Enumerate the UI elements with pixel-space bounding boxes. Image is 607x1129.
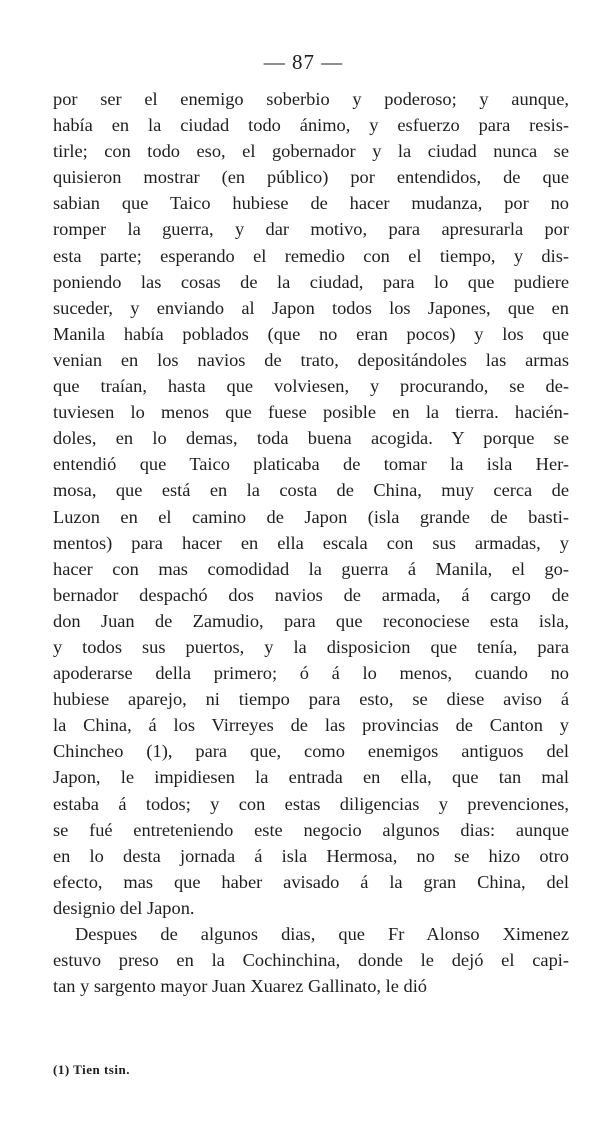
text-line: suceder, y enviando al Japon todos los Japones, que en [53,297,569,318]
text-line: tuviesen lo menos que fuese posible en la tierra. hacién- [53,402,569,423]
page-number: — 87 — [263,50,344,74]
text-line: efecto, mas que haber avisado á la gran China, del [53,871,569,892]
paragraph-1 [53,86,569,921]
text-line: Manila había poblados (que no eran pocos) y los que [53,323,569,344]
text-line: tan y sargento mayor Juan Xuarez Gallinato, le dió [53,976,427,997]
text-line: estaba á todos; y con estas diligencias y prevenciones, [53,793,569,814]
text-line: romper la guerra, y dar motivo, para apresurarla por [53,219,569,240]
text-line: tirle; con todo eso, el gobernador y la ciudad nunca se [53,141,569,162]
text-line: Despues de algunos dias, que Fr Alonso Ximenez [75,924,569,944]
text-line: la China, á los Virreyes de las provincias de Canton y [53,715,569,736]
text-line: hubiese aparejo, ni tiempo para esto, se diese aviso á [53,689,569,710]
text-line: había en la ciudad todo ánimo, y esfuerzo para resis- [53,115,569,136]
text-line: hacer con mas comodidad la guerra á Manila, el go- [53,558,569,579]
text-line: y todos sus puertos, y la disposicion que tenía, para [53,636,569,657]
text-line: que traían, hasta que volviesen, y procurando, se de- [53,376,569,397]
text-line: mentos) para hacer en ella escala con sus armadas, y [53,532,569,553]
body-text [53,86,569,999]
text-line: se fué entreteniendo este negocio algunos dias: aunque [53,819,569,840]
text-line: Luzon en el camino de Japon (isla grande de basti- [53,506,569,527]
text-line: sabian que Taico hubiese de hacer mudanza, por no [53,193,569,214]
paragraph-2 [53,921,569,999]
text-line: entendió que Taico platicaba de tomar la isla Her- [53,454,569,475]
text-line: Chincheo (1), para que, como enemigos antiguos del [53,741,569,762]
text-line: designio del Japon. [53,897,195,918]
text-line: mosa, que está en la costa de China, muy cerca de [53,480,569,501]
text-line: doles, en lo demas, toda buena acogida. Y porque se [53,428,569,449]
text-line: Japon, le impidiesen la entrada en ella, que tan mal [53,767,569,788]
text-line: por ser el enemigo soberbio y poderoso; y aunque, [53,89,569,109]
footnote: (1) Tien tsin. [53,1062,130,1077]
text-line: don Juan de Zamudio, para que reconociese esta isla, [53,610,569,631]
text-line: poniendo las cosas de la ciudad, para lo que pudiere [53,271,569,292]
text-line: esta parte; esperando el remedio con el tiempo, y dis- [53,245,569,266]
text-line: bernador despachó dos navios de armada, á cargo de [53,584,569,605]
text-line: apoderarse della primero; ó á lo menos, cuando no [53,663,569,684]
text-line: estuvo preso en la Cochinchina, donde le dejó el capi- [53,950,569,971]
text-line: en lo desta jornada á isla Hermosa, no se hizo otro [53,845,569,866]
text-line: venian en los navios de trato, depositándoles las armas [53,349,569,370]
text-line: quisieron mostrar (en público) por entendidos, de que [53,167,569,188]
